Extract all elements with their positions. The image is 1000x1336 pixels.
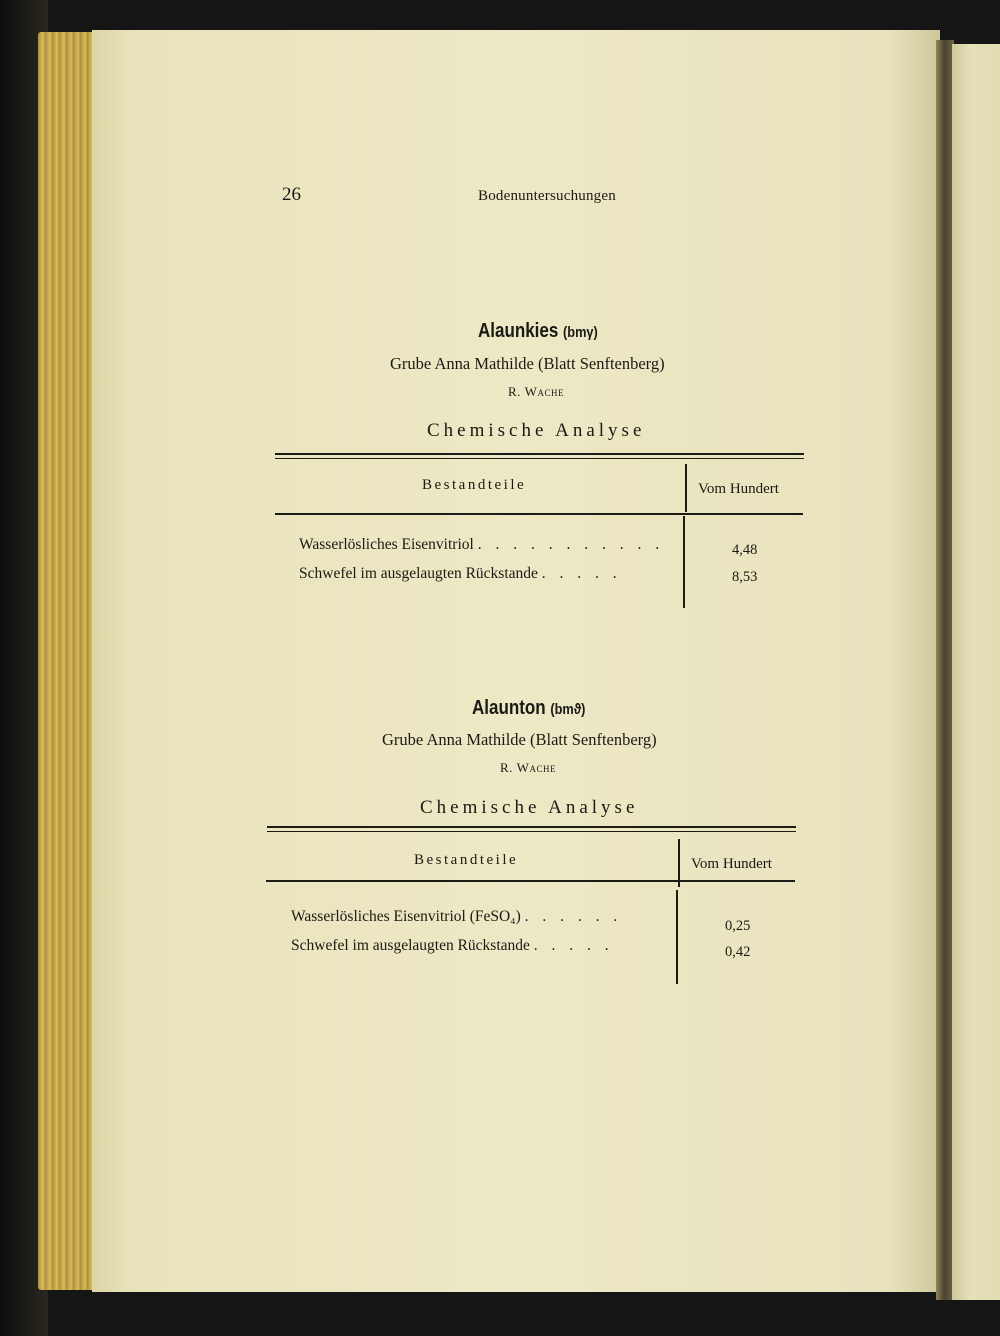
section-author bbox=[500, 760, 556, 776]
header-vom-hundert: Vom Hundert bbox=[691, 856, 772, 872]
analysis-heading: Chemische Analyse bbox=[420, 797, 639, 818]
table-row-value: 4,48 bbox=[732, 542, 758, 558]
analysis-heading: Chemische Analyse bbox=[427, 420, 646, 441]
section-symbol: (bmγ) bbox=[563, 324, 598, 341]
author-name: Wache bbox=[524, 384, 564, 399]
table-top-rule-inner bbox=[275, 458, 804, 459]
row-label-text: Schwefel im ausgelaugten Rückstande bbox=[299, 565, 538, 582]
section-symbol: (bmϑ) bbox=[550, 701, 586, 718]
section-title-text: Alaunton bbox=[472, 697, 546, 719]
dot-leader: . . . . . . bbox=[524, 908, 623, 925]
section-location: Grube Anna Mathilde (Blatt Senftenberg) bbox=[390, 354, 665, 373]
table-top-rule bbox=[275, 453, 804, 455]
header-bestandteile: Bestandteile bbox=[422, 477, 527, 493]
table-row-label bbox=[299, 565, 622, 583]
section-title bbox=[472, 697, 585, 720]
table-top-rule bbox=[267, 826, 796, 828]
table-row-value: 8,53 bbox=[732, 569, 758, 585]
author-name: Wache bbox=[516, 760, 556, 775]
row-label-text: Schwefel im ausgelaugten Rückstande bbox=[291, 937, 530, 954]
table-row-value: 0,42 bbox=[725, 944, 751, 960]
header-bestandteile: Bestandteile bbox=[414, 852, 519, 868]
dot-leader: . . . . . . . . . . . bbox=[477, 536, 665, 553]
table-header-rule bbox=[266, 880, 795, 882]
section-location: Grube Anna Mathilde (Blatt Senftenberg) bbox=[382, 730, 657, 749]
dot-leader: . . . . . bbox=[533, 937, 614, 954]
section-title bbox=[478, 320, 598, 343]
table-top-rule-inner bbox=[267, 831, 796, 832]
body-column-divider bbox=[676, 890, 678, 984]
facing-page-edge bbox=[952, 44, 1000, 1300]
table-row-label bbox=[291, 908, 622, 926]
table-row-value: 0,25 bbox=[725, 918, 751, 934]
header-column-divider bbox=[685, 464, 687, 512]
section-title-text: Alaunkies bbox=[478, 320, 559, 342]
row-label-text: Wasserlösliches Eisenvitriol (FeSO₄) bbox=[291, 908, 521, 925]
header-vom-hundert: Vom Hundert bbox=[698, 481, 779, 497]
row-label-text: Wasserlösliches Eisenvitriol bbox=[299, 536, 474, 553]
dot-leader: . . . . . bbox=[541, 565, 622, 582]
book-page bbox=[92, 30, 940, 1292]
section-author bbox=[508, 384, 564, 400]
table-row-label bbox=[299, 536, 664, 554]
table-row-label bbox=[291, 937, 614, 955]
table-header-rule bbox=[275, 513, 803, 515]
body-column-divider bbox=[683, 516, 685, 608]
author-initial: R. bbox=[500, 760, 513, 775]
running-title: Bodenuntersuchungen bbox=[478, 188, 616, 204]
page-number: 26 bbox=[282, 184, 301, 205]
author-initial: R. bbox=[508, 384, 521, 399]
